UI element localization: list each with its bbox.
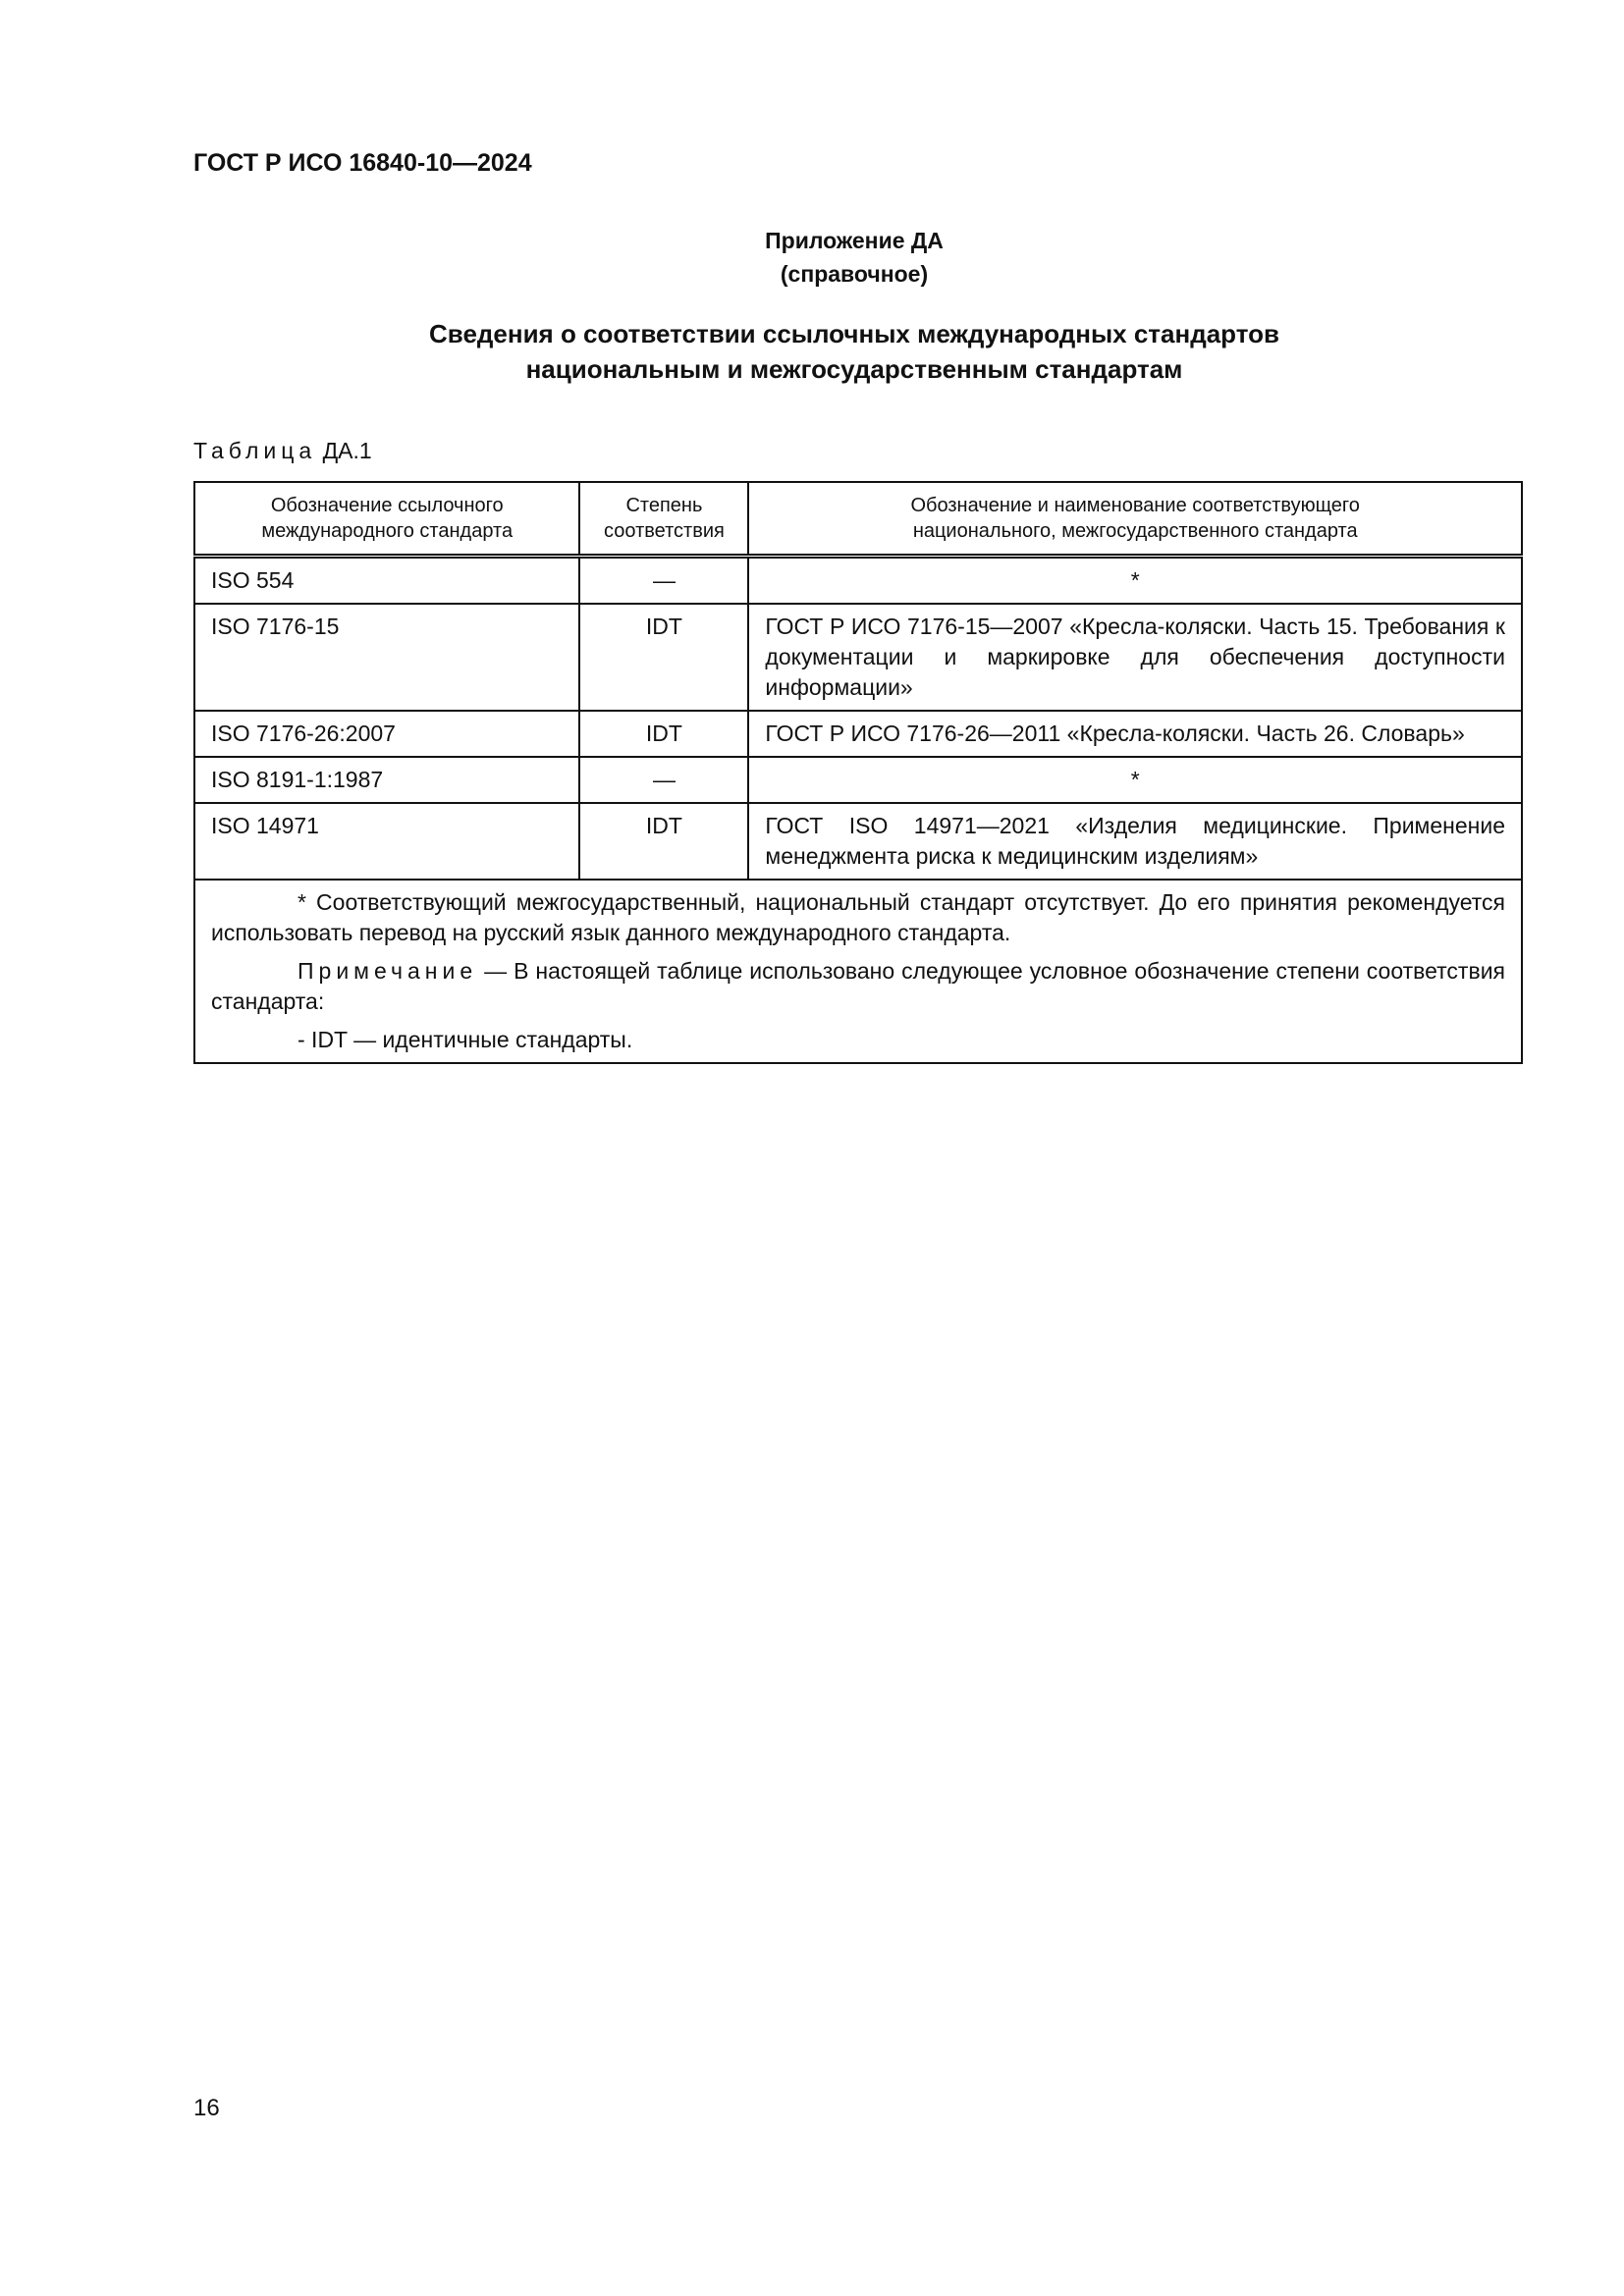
appendix-heading bbox=[0, 224, 1624, 291]
appendix-title: Приложение ДА bbox=[765, 228, 944, 253]
header-col2-line1: Степень bbox=[625, 495, 703, 516]
cell-national: * bbox=[748, 757, 1522, 803]
table-notes bbox=[194, 880, 1522, 1063]
header-international-standard bbox=[194, 482, 579, 557]
header-col3-line2: национального, межгосударственного стандарта bbox=[912, 520, 1358, 542]
appendix-subtitle: (справочное) bbox=[780, 261, 929, 287]
table-row bbox=[194, 711, 1522, 757]
cell-degree: — bbox=[579, 757, 748, 803]
cell-international: ISO 554 bbox=[194, 557, 579, 605]
header-degree bbox=[579, 482, 748, 557]
note-item: - IDT — идентичные стандарты. bbox=[298, 1027, 633, 1052]
header-col1-line2: международного стандарта bbox=[261, 520, 514, 542]
cell-international: ISO 7176-26:2007 bbox=[194, 711, 579, 757]
cell-national: * bbox=[748, 557, 1522, 605]
cell-international: ISO 7176-15 bbox=[194, 604, 579, 711]
cell-national: ГОСТ ISO 14971—2021 «Изделия медицинские. Применение менеджмента риска к медицинским изделиям» bbox=[748, 803, 1522, 880]
cell-international: ISO 14971 bbox=[194, 803, 579, 880]
cell-degree: IDT bbox=[579, 604, 748, 711]
footnote: * Соответствующий межгосударственный, национальный стандарт отсутствует. До его принятия рекомендуется использовать перевод на русский язык данного международного стандарта. bbox=[211, 889, 1505, 945]
page-number: 16 bbox=[193, 2095, 220, 2121]
header-col1-line1: Обозначение ссылочного bbox=[270, 495, 504, 516]
note bbox=[211, 956, 1505, 1017]
table-row bbox=[194, 803, 1522, 880]
header-national-standard bbox=[748, 482, 1522, 557]
section-title-line-2: национальным и межгосударственным стандартам bbox=[525, 354, 1183, 384]
header-col2-line2: соответствия bbox=[604, 520, 725, 542]
document-code: ГОСТ Р ИСО 16840-10—2024 bbox=[193, 149, 532, 177]
section-title-line-1: Сведения о соответствии ссылочных международных стандартов bbox=[429, 319, 1279, 348]
table-caption bbox=[193, 438, 372, 464]
table-row bbox=[194, 604, 1522, 711]
table-row bbox=[194, 557, 1522, 605]
table-caption-label: Таблица bbox=[193, 438, 317, 463]
standards-correspondence-table bbox=[193, 481, 1523, 1064]
cell-degree: IDT bbox=[579, 803, 748, 880]
cell-degree: IDT bbox=[579, 711, 748, 757]
table-caption-number: ДА.1 bbox=[322, 438, 372, 463]
note-text: — В настоящей таблице использовано следующее условное обозначение степени соответствия стандарта: bbox=[211, 958, 1505, 1014]
cell-national: ГОСТ Р ИСО 7176-26—2011 «Кресла-коляски. Часть 26. Словарь» bbox=[748, 711, 1522, 757]
table-header-row bbox=[194, 482, 1522, 557]
note-label: Примечание bbox=[298, 958, 478, 984]
cell-degree: — bbox=[579, 557, 748, 605]
section-title bbox=[0, 316, 1624, 387]
table-footer-row bbox=[194, 880, 1522, 1063]
cell-national: ГОСТ Р ИСО 7176-15—2007 «Кресла-коляски. Часть 15. Требования к документации и маркировке для обеспечения доступности информации» bbox=[748, 604, 1522, 711]
header-col3-line1: Обозначение и наименование соответствующего bbox=[910, 495, 1360, 516]
table-row bbox=[194, 757, 1522, 803]
cell-international: ISO 8191-1:1987 bbox=[194, 757, 579, 803]
